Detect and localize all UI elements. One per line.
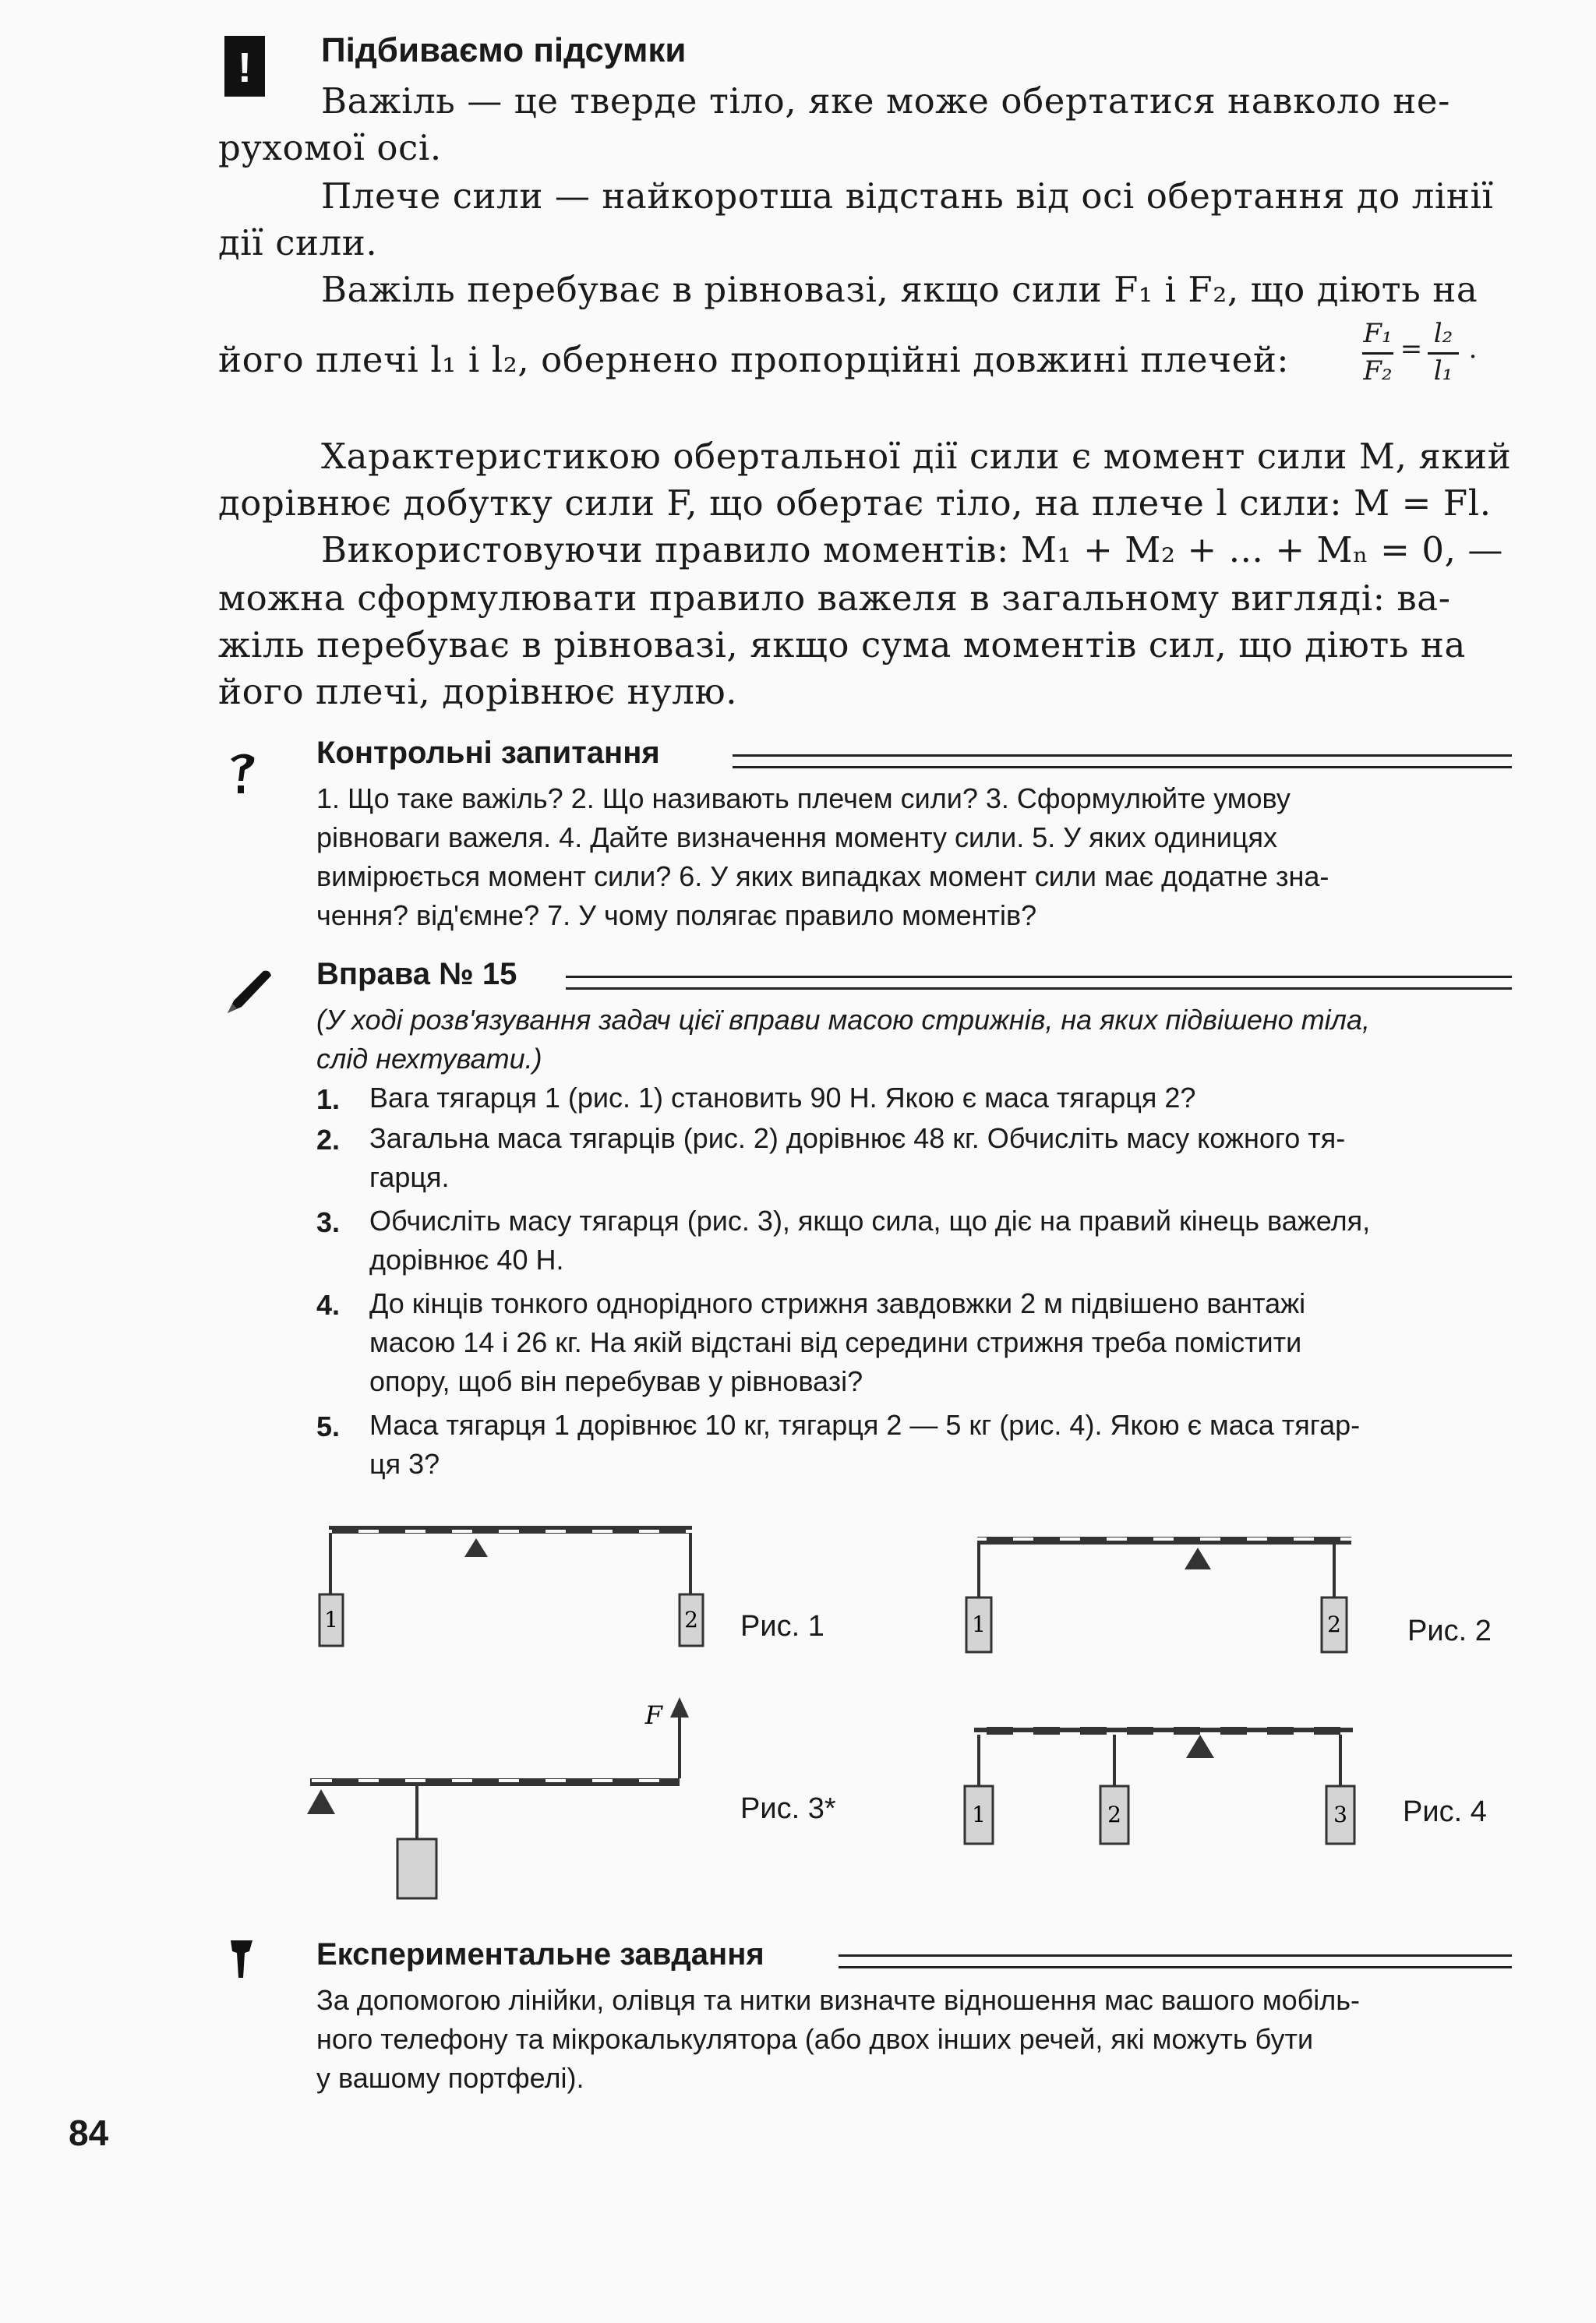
exercise-item-1-line1: Вага тягарця 1 (рис. 1) становить 90 Н. Якою є маса тягарця 2? (369, 1082, 1196, 1114)
frac-left-line (1362, 352, 1393, 355)
experiment-rule (839, 1954, 1512, 1968)
exercise-item-4-num: 4. (316, 1289, 341, 1321)
questions-title: Контрольні запитання (316, 736, 660, 770)
pencil-icon (224, 966, 274, 1016)
fulcrum (464, 1538, 488, 1557)
lever-bar (977, 1537, 1351, 1545)
summary-p5-line1: Використовуючи правило моментів: M₁ + M₂ + ... + Mₙ = 0, — (321, 529, 1504, 570)
exercise-item-3-line1: Обчисліть масу тягарця (рис. 3), якщо сила, що діє на правий кінець важеля, (369, 1205, 1371, 1237)
page-number: 84 (69, 2113, 109, 2153)
lever-bar (310, 1778, 680, 1786)
questions-line4: чення? від'ємне? 7. У чому полягає правило моментів? (316, 899, 1037, 931)
alert-icon: ! (224, 36, 265, 97)
weight-1-label: 1 (972, 1802, 986, 1827)
summary-p2-line1: Плече сили — найкоротша відстань від осі обертання до лінії (321, 175, 1494, 217)
figure-1-label: Рис. 1 (740, 1610, 824, 1643)
summary-p5-line2: можна сформулювати правило важеля в загальному вигляді: ва- (218, 577, 1451, 619)
frac-right-num: l₂ (1433, 318, 1453, 349)
weight (397, 1839, 436, 1898)
experiment-title: Експериментальне завдання (316, 1937, 764, 1972)
exercise-item-4-line2: масою 14 і 26 кг. На якій відстані від середини стрижня треба помістити (369, 1326, 1302, 1358)
questions-line3: вимірюється момент сили? 6. У яких випадках момент сили має додатне зна- (316, 860, 1329, 892)
exercise-item-3-line2: дорівнює 40 Н. (369, 1244, 564, 1276)
weight-2-label: 2 (1107, 1802, 1121, 1827)
frac-right-den: l₁ (1433, 355, 1453, 387)
exercise-item-2-line1: Загальна маса тягарців (рис. 2) дорівнює 48 кг. Обчисліть масу кожного тя- (369, 1122, 1346, 1154)
frac-right-line (1428, 352, 1459, 355)
exercise-item-2-line2: гарця. (369, 1161, 450, 1193)
questions-line2: рівноваги важеля. 4. Дайте визначення моменту сили. 5. У яких одиницях (316, 821, 1277, 853)
weight-2-label: 2 (684, 1607, 698, 1633)
figure-4-label: Рис. 4 (1403, 1795, 1487, 1828)
lever-bar (974, 1727, 1353, 1735)
exercise-item-5-line1: Маса тягарця 1 дорівнює 10 кг, тягарця 2 — 5 кг (рис. 4). Якою є маса тягар- (369, 1409, 1361, 1441)
exercise-item-3-num: 3. (316, 1206, 341, 1238)
exercise-item-2-num: 2. (316, 1124, 341, 1156)
experiment-line3: у вашому портфелі). (316, 2062, 584, 2094)
figure-4 (965, 1727, 1354, 1844)
experiment-icon (226, 1937, 257, 1984)
experiment-line2: ного телефону та мікрокалькулятора (або двох інших речей, які можуть бути (316, 2023, 1314, 2055)
fulcrum (1185, 1548, 1211, 1569)
exercise-note-line1: (У ході розв'язування задач цієї вправи масою стрижнів, на яких підвішено тіла, (316, 1004, 1371, 1036)
summary-p5-line3: жіль перебуває в рівновазі, якщо сума моментів сил, що діють на (218, 624, 1466, 665)
weight-3-label: 3 (1333, 1802, 1347, 1827)
experiment-line1: За допомогою лінійки, олівця та нитки визначте відношення мас вашого мобіль- (316, 1984, 1361, 2016)
questions-rule (733, 754, 1512, 768)
questions-line1: 1. Що таке важіль? 2. Що називають плечем сили? 3. Сформулюйте умову (316, 782, 1291, 814)
figures-diagram (296, 1512, 1574, 1948)
frac-end: . (1468, 334, 1478, 365)
fulcrum (307, 1789, 335, 1814)
question-icon (228, 750, 259, 800)
exercise-title: Вправа № 15 (316, 957, 517, 991)
exercise-item-1-num: 1. (316, 1083, 341, 1115)
summary-p2-line2: дії сили. (218, 222, 378, 263)
summary-p1-line1: Важіль — це тверде тіло, яке може обертатися навколо не- (321, 80, 1450, 122)
exercise-rule (566, 976, 1512, 990)
exercise-item-5-line2: ця 3? (369, 1448, 440, 1480)
summary-p4-line2: дорівнює добутку сили F, що обертає тіло, на плече l сили: M = Fl. (218, 482, 1492, 524)
summary-p5-line4: його плечі, дорівнює нулю. (218, 671, 738, 712)
summary-p1-line2: рухомої осі. (218, 127, 442, 168)
frac-left-num: F₁ (1363, 318, 1393, 349)
exercise-note-line2: слід нехтувати.) (316, 1043, 542, 1075)
frac-left-den: F₂ (1363, 355, 1393, 387)
exercise-item-4-line3: опору, щоб він перебував у рівновазі? (369, 1365, 863, 1397)
summary-p3-line1: Важіль перебуває в рівновазі, якщо сили F₁ і F₂, що діють на (321, 269, 1478, 310)
summary-p3-line2: його плечі l₁ і l₂, обернено пропорційні довжині плечей: (218, 339, 1290, 380)
figure-2 (966, 1537, 1351, 1652)
exercise-item-5-num: 5. (316, 1410, 341, 1442)
frac-eq: = (1400, 334, 1423, 365)
exercise-item-4-line1: До кінців тонкого однорідного стрижня завдовжки 2 м підвішено вантажі (369, 1287, 1306, 1319)
lever-bar (329, 1526, 692, 1534)
fulcrum (1186, 1735, 1214, 1758)
figure-2-label: Рис. 2 (1407, 1615, 1492, 1647)
figure-3-label: Рис. 3* (740, 1792, 836, 1825)
weight-2-label: 2 (1327, 1612, 1341, 1637)
summary-title: Підбиваємо підсумки (321, 31, 687, 69)
figure-1 (320, 1526, 703, 1646)
force-label: F (644, 1700, 662, 1730)
weight-1-label: 1 (972, 1612, 986, 1637)
weight-1-label: 1 (324, 1607, 338, 1633)
summary-p4-line1: Характеристикою обертальної дії сили є момент сили M, який (321, 436, 1512, 477)
figure-3 (307, 1697, 689, 1898)
